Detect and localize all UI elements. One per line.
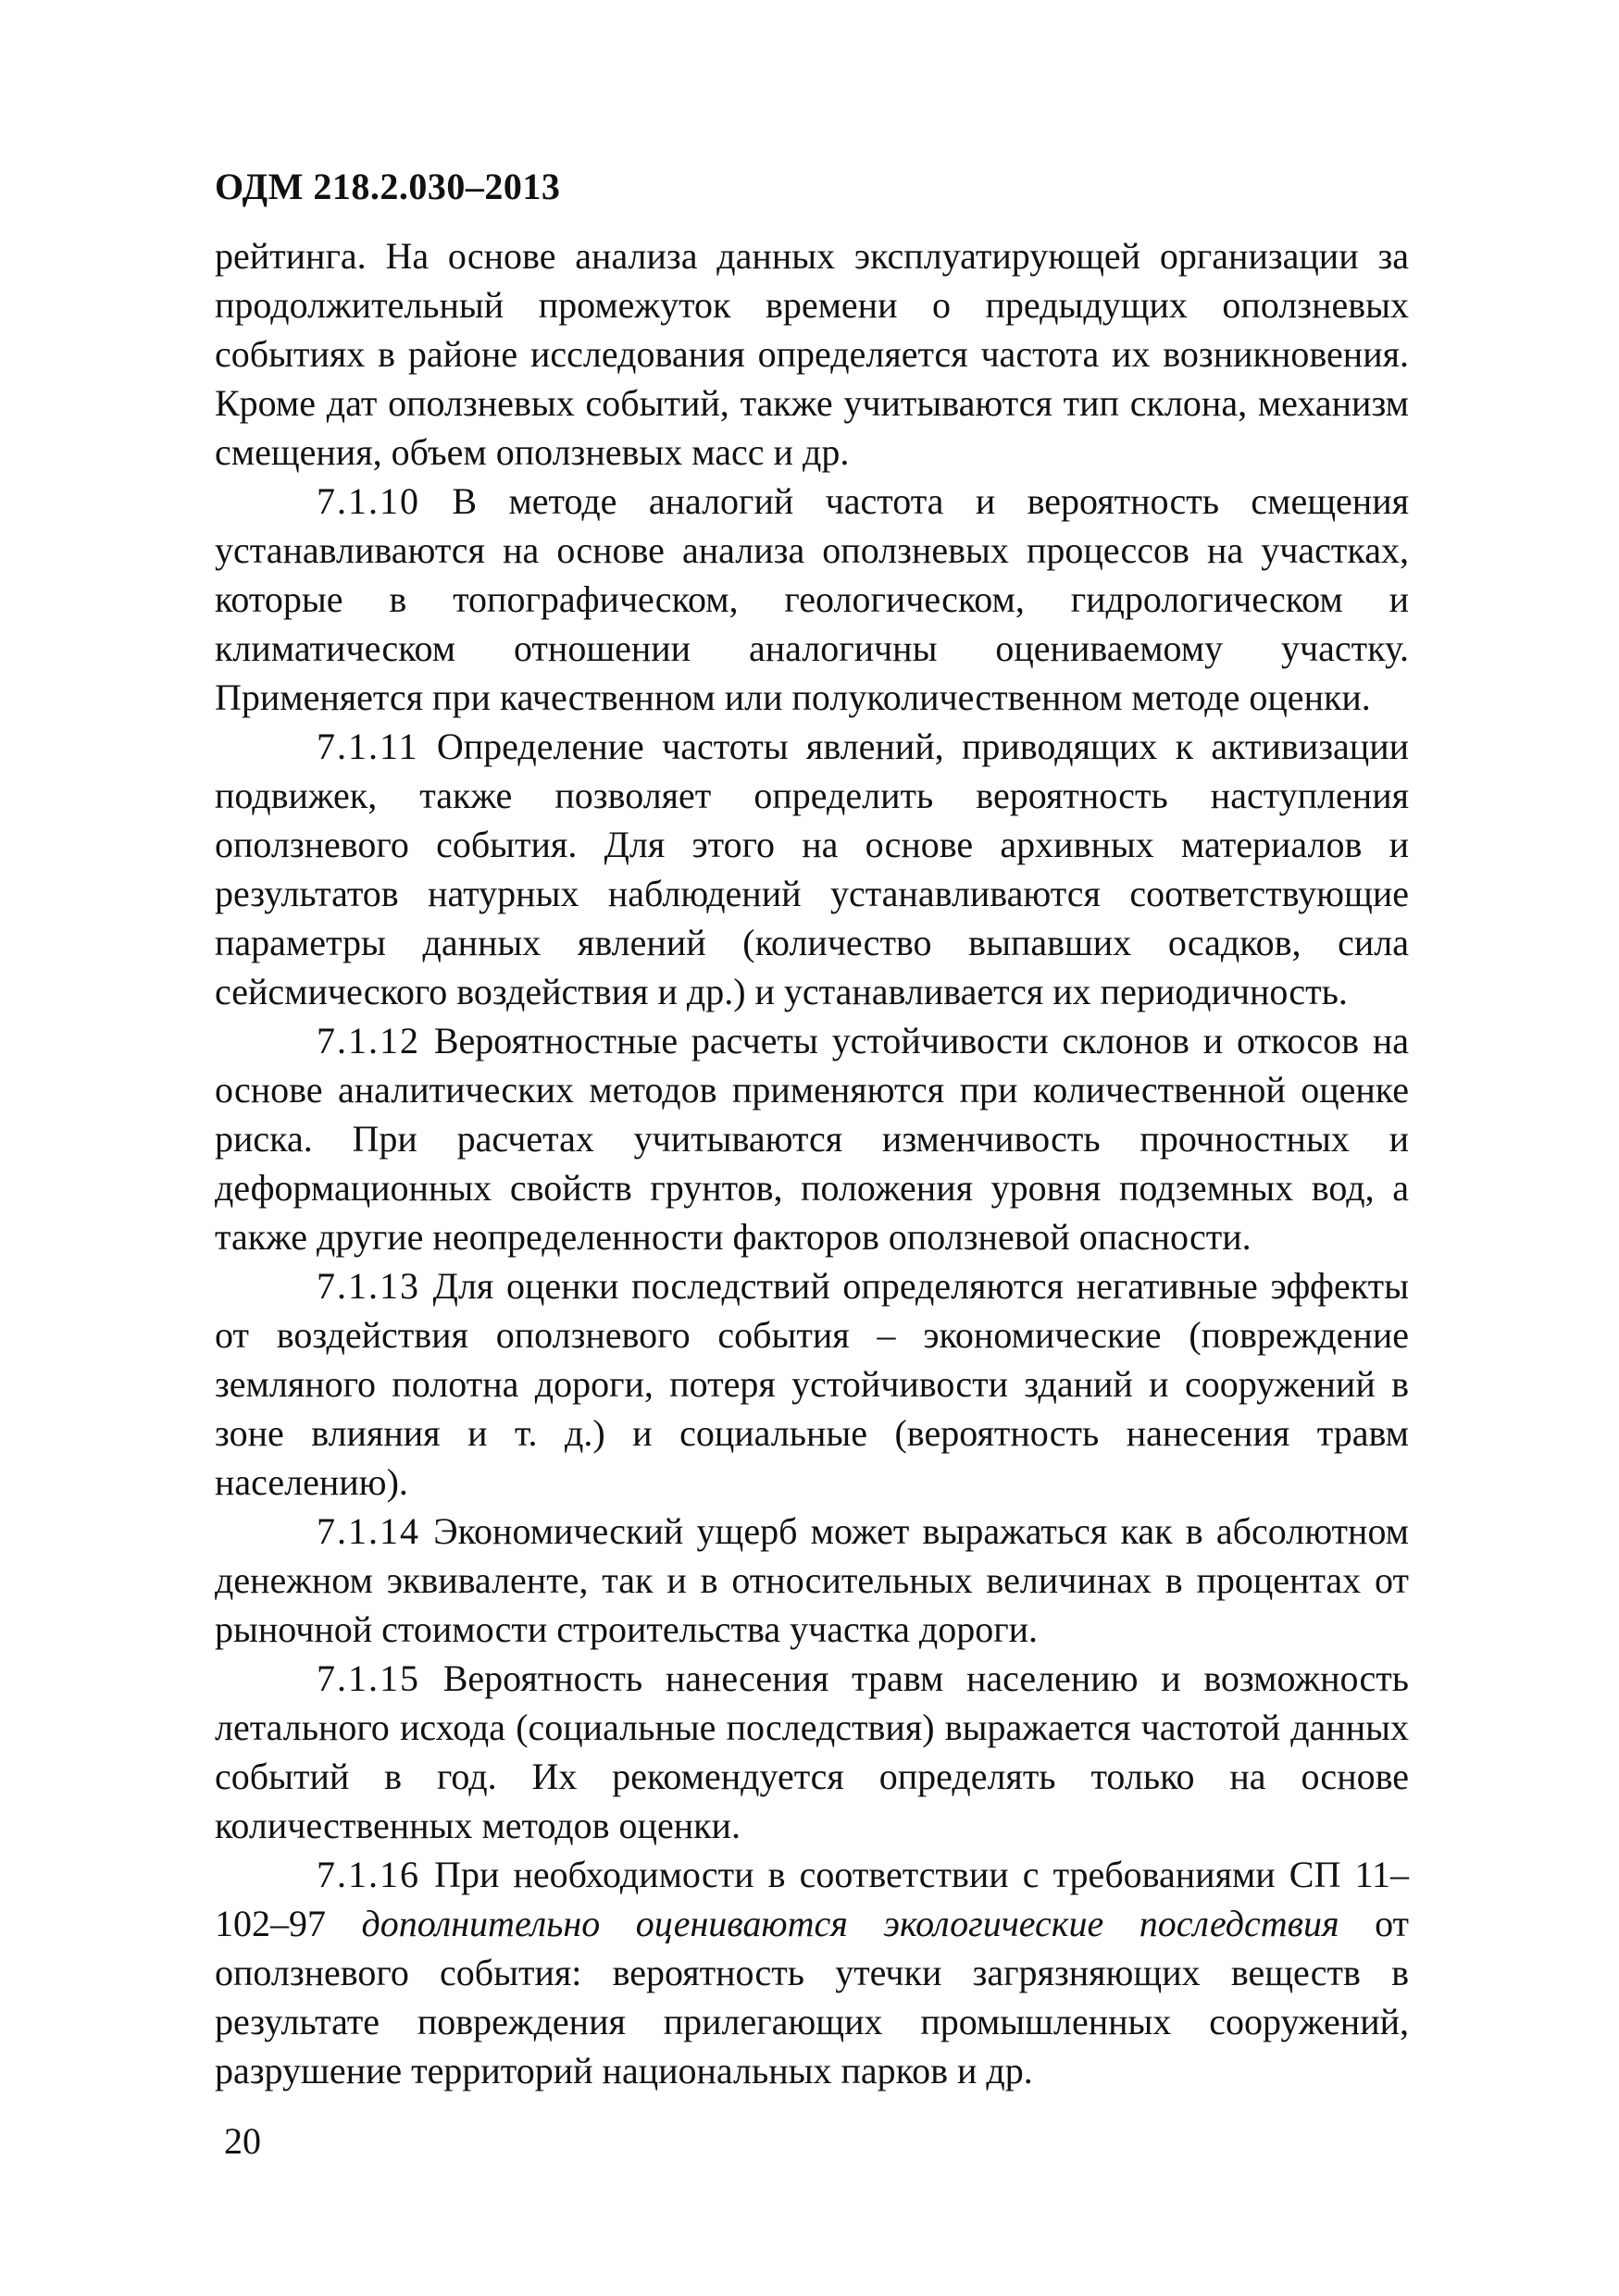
paragraph-7-1-14 [215, 1507, 1409, 1654]
paragraph-text: При необходимости в соответствии с требованиями СП 11–102–97 [215, 1854, 1409, 1944]
paragraph-number: 7.1.15 [317, 1657, 420, 1699]
paragraph-text: Вероятность нанесения травм населению и возможность летального исхода (социальные последствия) выражается частотой данных событий в год. Их рекомендуется определять только на основе количественных методов оценки. [215, 1657, 1409, 1846]
paragraph-text: Для оценки последствий определяются негативные эффекты от воздействия оползневого события – экономические (повреждение земляного полотна дороги, потеря устойчивости зданий и сооружений в зоне влияния и т. д.) и социальные (вероятность нанесения травм населению). [215, 1265, 1409, 1503]
paragraph-7-1-10 [215, 477, 1409, 722]
paragraph-number: 7.1.11 [317, 726, 419, 767]
paragraph-7-1-13 [215, 1261, 1409, 1507]
paragraph-number: 7.1.13 [317, 1265, 420, 1307]
paragraph-text: от оползневого события: вероятность утечки загрязняющих веществ в результате повреждения прилегающих промышленных сооружений, разрушение территорий национальных парков и др. [215, 1903, 1410, 2091]
paragraph-continuation [215, 231, 1409, 477]
paragraph-number: 7.1.10 [317, 480, 420, 522]
paragraph-text: В методе аналогий частота и вероятность смещения устанавливаются на основе анализа оползневых процессов на участках, которые в топографическом, геологическом, гидрологическом и климатическом отношении аналогичны оцениваемому участку. Применяется при качественном или полуколичественном методе оценки. [215, 480, 1409, 718]
paragraph-7-1-16 [215, 1850, 1409, 2095]
paragraph-number: 7.1.16 [317, 1854, 420, 1895]
paragraph-number: 7.1.14 [317, 1510, 420, 1552]
paragraph-7-1-15 [215, 1654, 1409, 1850]
paragraph-number: 7.1.12 [317, 1020, 420, 1061]
paragraph-7-1-12 [215, 1016, 1409, 1261]
paragraph-text: Вероятностные расчеты устойчивости склонов и откосов на основе аналитических методов применяются при количественной оценке риска. При расчетах учитываются изменчивость прочностных и деформационных свойств грунтов, положения уровня подземных вод, а также другие неопределенности факторов оползневой опасности. [215, 1020, 1409, 1258]
document-body [215, 231, 1409, 2095]
paragraph-7-1-11 [215, 722, 1409, 1016]
paragraph-italic-text: дополнительно оцениваются экологические последствия [361, 1903, 1339, 1944]
document-code-header: ОДМ 218.2.030–2013 [215, 166, 561, 207]
page-number: 20 [224, 2120, 261, 2162]
paragraph-text: Экономический ущерб может выражаться как в абсолютном денежном эквиваленте, так и в относительных величинах в процентах от рыночной стоимости строительства участка дороги. [215, 1510, 1409, 1650]
paragraph-text: Определение частоты явлений, приводящих к активизации подвижек, также позволяет определить вероятность наступления оползневого события. Для этого на основе архивных материалов и результатов натурных наблюдений устанавливаются соответствующие параметры данных явлений (количество выпавших осадков, сила сейсмического воздействия и др.) и устанавливается их периодичность. [215, 726, 1409, 1012]
paragraph-text: рейтинга. На основе анализа данных эксплуатирующей организации за продолжительный промежуток времени о предыдущих оползневых событиях в районе исследования определяется частота их возникновения. Кроме дат оползневых событий, также учитываются тип склона, механизм смещения, объем оползневых масс и др. [215, 235, 1409, 473]
